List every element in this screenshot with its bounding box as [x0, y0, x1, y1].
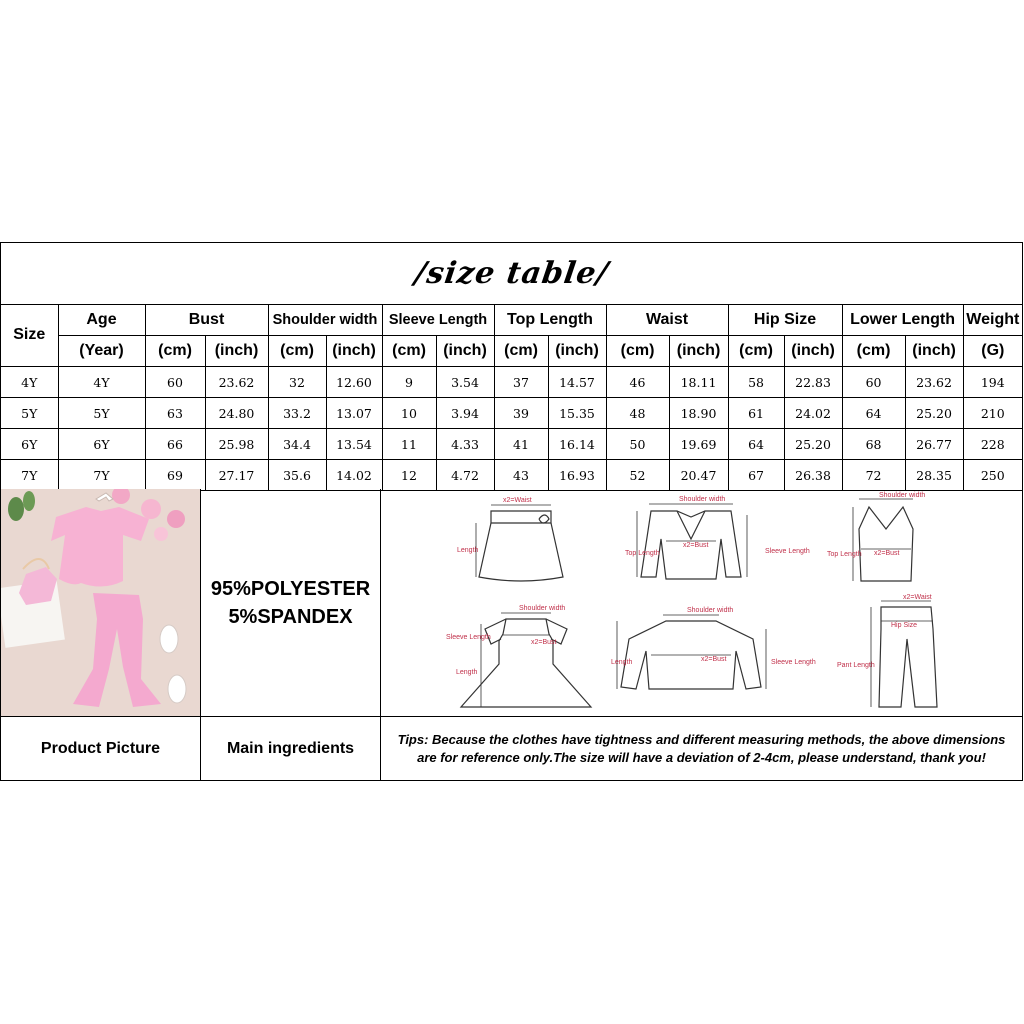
table-cell: 19.69: [669, 429, 728, 460]
table-cell: 14.02: [326, 460, 382, 491]
material-line-1: 95%POLYESTER: [210, 577, 371, 600]
table-cell: 39: [494, 398, 548, 429]
table-cell: 12.60: [326, 367, 382, 398]
table-cell: 60: [842, 367, 905, 398]
table-cell: 250: [963, 460, 1022, 491]
table-cell: 22.83: [784, 367, 842, 398]
header-weight: Weight: [963, 304, 1022, 336]
material-line-2: 5%SPANDEX: [228, 605, 353, 628]
table-cell: 28.35: [905, 460, 963, 491]
table-cell: 4Y: [1, 367, 58, 398]
header-top-length: Top Length: [494, 304, 606, 336]
header-hip-size: Hip Size: [728, 304, 842, 336]
unit-inch: (inch): [326, 336, 382, 367]
label-shoulder-width-vest: Shoulder width: [879, 492, 926, 499]
unit-inch: (inch): [905, 336, 963, 367]
table-cell: 52: [606, 460, 669, 491]
table-row: [1, 367, 1022, 398]
table-cell: 25.20: [905, 398, 963, 429]
table-cell: 25.20: [784, 429, 842, 460]
unit-inch: (inch): [669, 336, 728, 367]
table-cell: 58: [728, 367, 784, 398]
table-cell: 60: [145, 367, 205, 398]
table-cell: 5Y: [58, 398, 145, 429]
table-cell: 27.17: [205, 460, 268, 491]
table-row: [1, 429, 1022, 460]
unit-cm: (cm): [382, 336, 436, 367]
table-cell: 33.2: [268, 398, 326, 429]
table-cell: 6Y: [58, 429, 145, 460]
table-cell: 24.02: [784, 398, 842, 429]
table-cell: 61: [728, 398, 784, 429]
unit-inch: (inch): [784, 336, 842, 367]
table-cell: 13.07: [326, 398, 382, 429]
unit-row: [1, 336, 1022, 367]
table-cell: 4.72: [436, 460, 494, 491]
label-bust-x2: x2=Bust: [683, 542, 709, 549]
unit-inch: (inch): [436, 336, 494, 367]
table-cell: 41: [494, 429, 548, 460]
table-cell: 43: [494, 460, 548, 491]
unit-cm: (cm): [842, 336, 905, 367]
unit-cm: (cm): [268, 336, 326, 367]
unit-inch: (inch): [205, 336, 268, 367]
table-cell: 48: [606, 398, 669, 429]
table-cell: 11: [382, 429, 436, 460]
table-cell: 68: [842, 429, 905, 460]
unit-inch: (inch): [548, 336, 606, 367]
label-waist-x2: x2=Waist: [503, 497, 532, 504]
table-cell: 194: [963, 367, 1022, 398]
table-cell: 26.77: [905, 429, 963, 460]
table-cell: 72: [842, 460, 905, 491]
table-cell: 20.47: [669, 460, 728, 491]
label-waist-x2-pants: x2=Waist: [903, 594, 932, 601]
label-shoulder-width-longsleeve: Shoulder width: [687, 607, 734, 614]
table-row: [1, 460, 1022, 491]
table-cell: 64: [728, 429, 784, 460]
label-bust-x2-vest: x2=Bust: [874, 550, 900, 557]
table-cell: 69: [145, 460, 205, 491]
label-top-length: Top Length: [625, 550, 660, 557]
header-lower-length: Lower Length: [842, 304, 963, 336]
table-cell: 16.14: [548, 429, 606, 460]
table-cell: 12: [382, 460, 436, 491]
label-shoulder-width-dress: Shoulder width: [519, 605, 566, 612]
table-cell: 4Y: [58, 367, 145, 398]
label-bust-x2-dress: x2=Bust: [531, 639, 557, 646]
measurement-diagrams: [381, 489, 1022, 717]
label-hip-size: Hip Size: [891, 622, 918, 629]
label-sleeve-length: Sleeve Length: [765, 548, 810, 555]
label-bust-x2-longsleeve: x2=Bust: [701, 656, 727, 663]
table-cell: 5Y: [1, 398, 58, 429]
size-rows: [1, 367, 1022, 491]
info-section: [1, 489, 1022, 781]
unit-cm: (cm): [145, 336, 205, 367]
table-cell: 4.33: [436, 429, 494, 460]
unit-g: (G): [963, 336, 1022, 367]
table-cell: 6Y: [1, 429, 58, 460]
size-table: [1, 304, 1022, 491]
main-ingredients-value: [201, 489, 381, 717]
header-age: Age: [58, 304, 145, 336]
unit-year: (Year): [58, 336, 145, 367]
table-cell: 26.38: [784, 460, 842, 491]
chart-title: /size table/: [1, 243, 1022, 305]
table-cell: 35.6: [268, 460, 326, 491]
label-length-dress: Length: [456, 669, 478, 676]
table-cell: 18.11: [669, 367, 728, 398]
table-cell: 18.90: [669, 398, 728, 429]
table-cell: 7Y: [1, 460, 58, 491]
table-cell: 64: [842, 398, 905, 429]
table-cell: 15.35: [548, 398, 606, 429]
table-cell: 63: [145, 398, 205, 429]
header-sleeve-length: Sleeve Length: [382, 304, 494, 336]
tips-text: Tips: Because the clothes have tightness and different measuring methods, the above dimensions are for reference only.The size will have a deviation of 2-4cm, please understand, thank you!: [397, 732, 1006, 765]
header-size: Size: [1, 304, 58, 367]
unit-cm: (cm): [494, 336, 548, 367]
table-cell: 46: [606, 367, 669, 398]
table-cell: 25.98: [205, 429, 268, 460]
table-cell: 37: [494, 367, 548, 398]
label-top-length-vest: Top Length: [827, 551, 862, 558]
header-waist: Waist: [606, 304, 728, 336]
table-cell: 3.54: [436, 367, 494, 398]
product-illustration: [1, 489, 200, 716]
table-row: [1, 398, 1022, 429]
table-cell: 14.57: [548, 367, 606, 398]
unit-cm: (cm): [606, 336, 669, 367]
table-cell: 16.93: [548, 460, 606, 491]
table-cell: 228: [963, 429, 1022, 460]
table-cell: 66: [145, 429, 205, 460]
label-pant-length: Pant Length: [837, 662, 875, 669]
label-length: Length: [457, 547, 479, 554]
header-shoulder-width: Shoulder width: [268, 304, 382, 336]
product-picture-label: Product Picture: [1, 717, 201, 781]
label-sleeve-length-longsleeve: Sleeve Length: [771, 659, 816, 666]
table-cell: 7Y: [58, 460, 145, 491]
table-cell: 13.54: [326, 429, 382, 460]
table-cell: 23.62: [205, 367, 268, 398]
table-cell: 210: [963, 398, 1022, 429]
header-bust: Bust: [145, 304, 268, 336]
product-photo: [1, 489, 201, 717]
label-sleeve-length-dress: Sleeve Length: [446, 634, 491, 641]
label-length-longsleeve: Length: [611, 659, 633, 666]
label-shoulder-width: Shoulder width: [679, 496, 726, 503]
table-cell: 24.80: [205, 398, 268, 429]
header-row: [1, 304, 1022, 336]
table-cell: 50: [606, 429, 669, 460]
size-chart: [0, 242, 1023, 781]
table-cell: 23.62: [905, 367, 963, 398]
table-cell: 32: [268, 367, 326, 398]
unit-cm: (cm): [728, 336, 784, 367]
measurement-illustration: [381, 489, 1022, 716]
table-cell: 10: [382, 398, 436, 429]
table-cell: 9: [382, 367, 436, 398]
table-cell: 34.4: [268, 429, 326, 460]
table-cell: 3.94: [436, 398, 494, 429]
table-cell: 67: [728, 460, 784, 491]
main-ingredients-label: Main ingredients: [201, 717, 381, 781]
